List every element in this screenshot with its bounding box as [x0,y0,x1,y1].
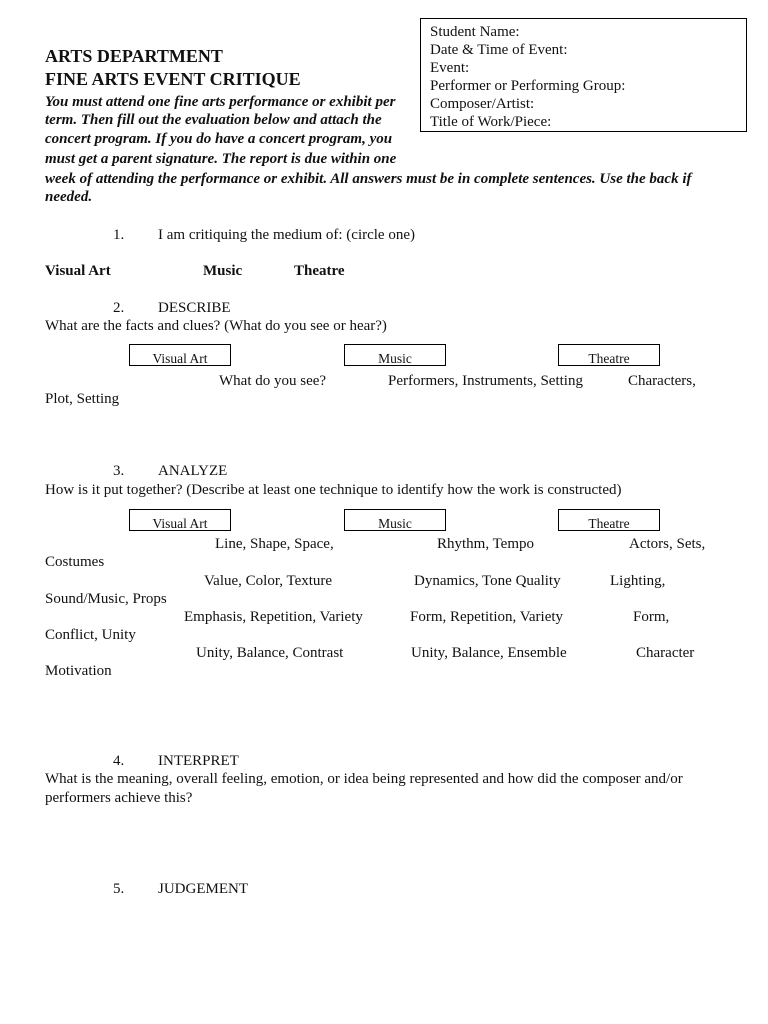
q3-theatre-term: Character [636,645,695,661]
instruction-line: You must attend one fine arts performance or exhibit per [45,94,396,110]
q4-question: What is the meaning, overall feeling, emotion, or idea being represented and how did the composer and/or [45,771,683,787]
q1-text: I am critiquing the medium of: (circle one) [158,227,415,243]
q5-heading: JUDGEMENT [158,881,248,897]
q3-number: 3. [113,463,125,479]
q3-theatre-term-wrap: Sound/Music, Props [45,591,167,607]
q2-visual-art-hint: What do you see? [219,373,327,389]
q3-theatre-term-wrap: Costumes [45,554,105,570]
q4-question-cont: performers achieve this? [45,790,193,806]
instruction-line: week of attending the performance or exhibit. All answers must be in complete sentences. Use the back if [45,171,692,187]
performer-label: Performer or Performing Group: [430,78,626,94]
page-title: FINE ARTS EVENT CRITIQUE [45,69,301,89]
medium-option-theatre[interactable]: Theatre [294,263,345,279]
q2-number: 2. [113,300,125,316]
q2-heading: DESCRIBE [158,300,231,316]
q2-box-theatre: Theatre [558,344,660,366]
title-of-work-label: Title of Work/Piece: [430,114,552,130]
q2-theatre-hint-wrap: Plot, Setting [45,391,120,407]
q3-visual-art-term: Value, Color, Texture [204,573,333,589]
q3-theatre-term: Actors, Sets, [629,536,706,552]
q3-theatre-term-wrap: Motivation [45,663,112,679]
instruction-line: must get a parent signature. The report is due within one [45,151,397,167]
q3-box-music: Music [344,509,446,531]
q3-music-term: Form, Repetition, Variety [410,609,564,625]
q3-box-theatre: Theatre [558,509,660,531]
q3-visual-art-term: Line, Shape, Space, [215,536,334,552]
q3-heading: ANALYZE [158,463,228,479]
date-time-label: Date & Time of Event: [430,42,568,58]
q3-music-term: Unity, Balance, Ensemble [411,645,567,661]
q4-heading: INTERPRET [158,753,239,769]
department-heading: ARTS DEPARTMENT [45,46,223,66]
q3-theatre-term: Lighting, [610,573,666,589]
instruction-line: needed. [45,189,93,205]
composer-label: Composer/Artist: [430,96,535,112]
q2-music-hint: Performers, Instruments, Setting [388,373,583,389]
medium-option-visual-art[interactable]: Visual Art [45,263,111,279]
q2-box-music: Music [344,344,446,366]
q3-music-term: Rhythm, Tempo [437,536,535,552]
q2-box-visual-art: Visual Art [129,344,231,366]
instruction-line: concert program. If you do have a concert program, you [45,131,393,147]
medium-option-music[interactable]: Music [203,263,243,279]
instruction-line: term. Then fill out the evaluation below and attach the [45,112,382,128]
event-label: Event: [430,60,470,76]
q4-number: 4. [113,753,125,769]
q3-theatre-term: Form, [633,609,670,625]
student-name-label: Student Name: [430,24,520,40]
q3-visual-art-term: Unity, Balance, Contrast [196,645,344,661]
event-info-box [420,18,747,132]
q3-box-visual-art: Visual Art [129,509,231,531]
q3-music-term: Dynamics, Tone Quality [414,573,561,589]
q3-visual-art-term: Emphasis, Repetition, Variety [184,609,363,625]
q3-question: How is it put together? (Describe at least one technique to identify how the work is constructed) [45,482,622,498]
q3-theatre-term-wrap: Conflict, Unity [45,627,136,643]
q5-number: 5. [113,881,125,897]
q2-theatre-hint: Characters, [628,373,696,389]
q1-number: 1. [113,227,125,243]
q2-question: What are the facts and clues? (What do you see or hear?) [45,318,387,334]
